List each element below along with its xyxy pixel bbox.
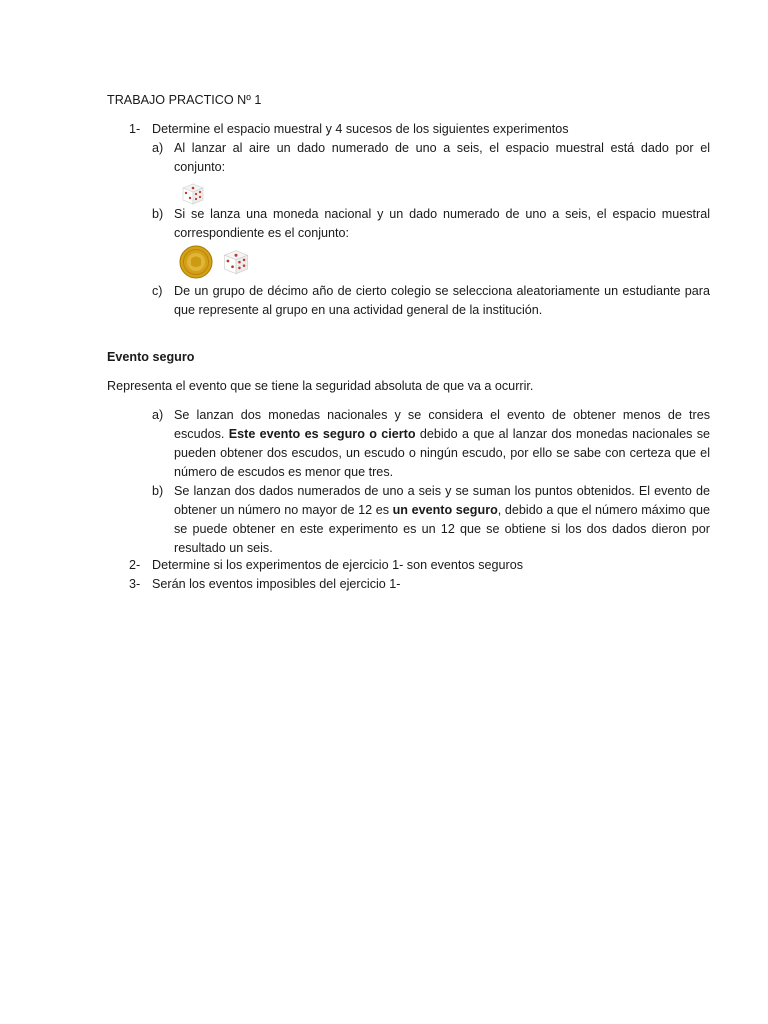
q3-text: Serán los eventos imposibles del ejercicio 1-: [152, 577, 401, 591]
seguro-a-paragraph: [174, 406, 710, 482]
seguro-b-text2: , debido a que el número máximo que se puede obtener en este experimento es un 12 que se obtiene si los dos dados dieron por resultado un seis.: [174, 503, 710, 555]
section-heading-evento-seguro: Evento seguro: [107, 350, 195, 364]
dice-icon: [180, 180, 206, 206]
seguro-a-bold: Este evento es seguro o cierto: [228, 427, 416, 441]
seguro-a-text1: Se lanzan dos monedas nacionales y se considera el evento de obtener menos de tres escudos.: [174, 408, 710, 441]
q1-text: Determine el espacio muestral y 4 sucesos de los siguientes experimentos: [152, 122, 569, 136]
seguro-b-text1: Se lanzan dos dados numerados de uno a seis y se suman los puntos obtenidos. El evento de obtener un número no mayor de 12 es: [174, 484, 710, 517]
dice-icon: [221, 246, 251, 276]
seguro-a-text2: debido a que al lanzar dos monedas nacionales se pueden obtener dos escudos, un escudo o ningún escudo, por ello se sabe con certeza que el número de escudos es menor que tres.: [174, 427, 711, 479]
q2-text: Determine si los experimentos de ejercicio 1- son eventos seguros: [152, 558, 523, 572]
q1-c-label: c): [152, 284, 163, 298]
evento-seguro-definition: Representa el evento que se tiene la seguridad absoluta de que va a ocurrir.: [107, 379, 534, 393]
q1-number: 1-: [129, 122, 141, 136]
q1-c-text: De un grupo de décimo año de cierto colegio se selecciona aleatoriamente un estudiante para que represente al grupo en una actividad general de la institución.: [174, 284, 710, 317]
q3-number: 3-: [129, 577, 141, 591]
q2-number: 2-: [129, 558, 141, 572]
page-title: TRABAJO PRACTICO Nº 1: [107, 93, 262, 107]
seguro-b-bold: un evento seguro: [392, 503, 498, 517]
q1-a-text: Al lanzar al aire un dado numerado de uno a seis, el espacio muestral está dado por el conjunto:: [174, 141, 710, 174]
q1-b-text: Si se lanza una moneda nacional y un dado numerado de uno a seis, el espacio muestral correspondiente es el conjunto:: [174, 207, 710, 240]
q1-b-label: b): [152, 207, 164, 221]
coin-icon: [179, 245, 213, 279]
q1-a-label: a): [152, 141, 164, 155]
seguro-a-label: a): [152, 408, 164, 422]
seguro-b-label: b): [152, 484, 164, 498]
seguro-b-paragraph: [174, 482, 710, 558]
